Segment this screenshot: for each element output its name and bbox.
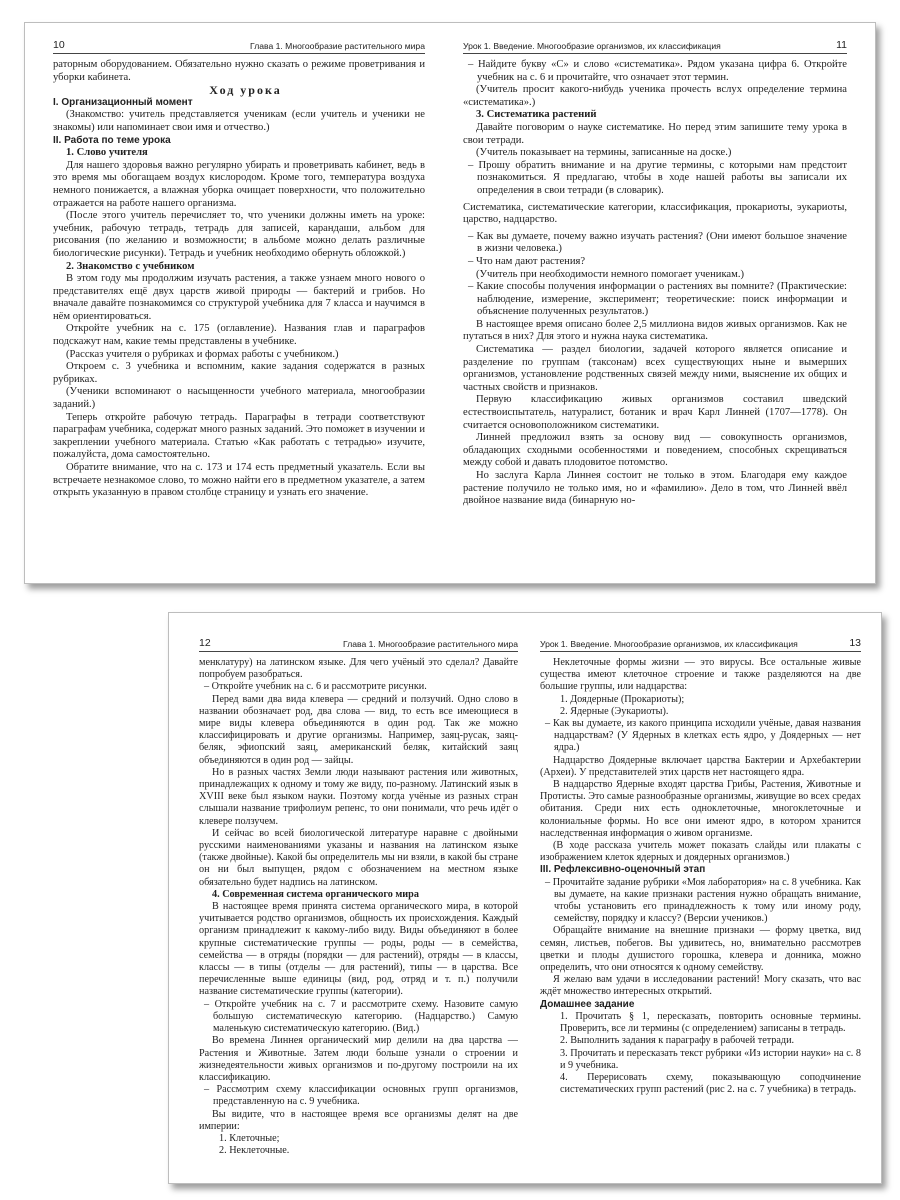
paragraph: (Учитель просит какого-нибудь ученика прочесть вслух определение термина «систематика».) [463, 84, 847, 108]
list-item: 1. Доядерные (Прокариоты); [560, 693, 685, 705]
paragraph: Первую классификацию живых организмов составил шведский естествоиспытатель, натуралист, ботаник и врач Карл Линней (1707—1778). Он считается основоположником систематики. [463, 394, 847, 431]
section-heading: II. Работа по теме урока [53, 134, 171, 146]
paragraph: Неклеточные формы жизни — это вирусы. Все остальные живые существа имеют клеточное строение и также разделяются на две большие группы, или надцарства: [540, 657, 861, 693]
page-body [540, 657, 861, 1096]
paragraph: Надцарство Доядерные включает царства Бактерии и Архебактерии (Археи). У представителей этих царств нет настоящего ядра. [540, 754, 861, 778]
page-13 [526, 613, 883, 1183]
page-number: 11 [836, 39, 847, 51]
list-item: 1. Клеточные; [219, 1132, 280, 1144]
paragraph: В надцарство Ядерные входят царства Грибы, Растения, Животные и Протисты. Это самые разнообразные организмы, живущие во всех средах обитания. Среди них есть одноклеточные, многоклеточные и колониальные формы. Но все они имеют ядро, в котором хранится наследственная информация о живом организме. [540, 779, 861, 839]
paragraph: Линней предложил взять за основу вид — совокупность организмов, обладающих сходными особенностями и поведением, способных скрещиваться между собой и давать плодовитое потомство. [463, 432, 847, 469]
page-body [199, 657, 518, 1157]
list-item: 3. Прочитать и пересказать текст рубрики «Из истории науки» на с. 8 и 9 учебника. [560, 1047, 861, 1071]
dialogue-line: – Прошу обратить внимание и на другие термины, с которыми нам предстоит познакомиться. Я предлагаю, чтобы в ходе нашей работы вы записали их определения в свои тетради (в словарик). [463, 160, 847, 198]
paragraph: И сейчас во всей биологической литературе наравне с двойными русскими наименованиями указаны и названия на латинском языке (также двойные). Какой бы определитель мы ни взяли, в какой бы стране он ни был выпущен, рядом с обозначением на местном языке обязательно будет надпись на латинском. [199, 827, 518, 888]
paragraph: (В ходе рассказа учитель может показать слайды или плакаты с изображением клеток ядерных и доядерных организмов.) [540, 840, 861, 864]
subsection-heading: 4. Современная система органического мира [212, 888, 419, 900]
running-head-title: Урок 1. Введение. Многообразие организмов, их классификация [540, 639, 798, 649]
paragraph: Обращайте внимание на внешние признаки — форму цветка, вид семян, листьев, побегов. Вы удивитесь, но, внимательно рассмотрев цветки и плоды душистого горошка, клевера и донника, можно определить, что они относятся к одному семейству. [540, 925, 861, 974]
lesson-heading: Ход урока [209, 83, 282, 98]
subsection-heading: 1. Слово учителя [66, 147, 148, 159]
dialogue-line: – Найдите букву «С» и слово «систематика». Рядом указана цифра 6. Откройте учебник на с. 6 и прочитайте, что означает этот термин. [463, 59, 847, 84]
section-heading: III. Рефлексивно-оценочный этап [540, 864, 706, 876]
book-spread-pages-10-11 [24, 22, 876, 584]
paragraph: Теперь откройте рабочую тетрадь. Параграфы в тетради соответствуют параграфам учебника, содержат много разных заданий. Это поможет в изучении и закреплении учебного материала. Статью «Как работать с тетрадью» изучите, пожалуйста, дома самостоятельно. [53, 411, 425, 461]
running-head [53, 39, 425, 54]
paragraph: Для нашего здоровья важно регулярно убирать и проветривать кабинет, ведь в это время мы обогащаем воздух кислородом. Кроме того, температура воздуха немного понижается, а влажная уборка очищает поверхности, что положительно отражается на работе нашего организма. [53, 159, 425, 209]
dialogue-line: – Откройте учебник на с. 7 и рассмотрите схему. Назовите самую большую систематическую категорию. (Надцарство.) Самую маленькую систематическую категорию. (Вид.) [199, 999, 518, 1036]
list-item: 2. Неклеточные. [219, 1145, 290, 1157]
paragraph: (Учитель показывает на термины, записанные на доске.) [476, 147, 732, 159]
list-item: 1. Прочитать § 1, пересказать, повторить основные термины. Проверить, все ли термины (с определением) записаны в тетрадь. [560, 1010, 861, 1035]
paragraph: (Рассказ учителя о рубриках и формах работы с учебником.) [66, 348, 339, 360]
book-spread-pages-12-13 [168, 612, 882, 1184]
paragraph: (Ученики вспоминают о насыщенности учебного материала, многообразии заданий.) [53, 386, 425, 411]
paragraph: Перед вами два вида клевера — средний и ползучий. Одно слово в названии обозначает род, два слова — вид, то есть все имеющиеся в мире виды клевера объединяются в один род. Так же можно классифицировать и другие организмы. Например, заяц-русак, заяц-беляк, эфиопский заяц, американский беляк, китайский заяц объединяются в один род — зайцы. [199, 693, 518, 766]
page-number: 12 [199, 637, 211, 649]
paragraph: Давайте поговорим о науке систематике. Но перед этим запишите тему урока в свои тетради. [463, 121, 847, 146]
dialogue-line: – Прочитайте задание рубрики «Моя лаборатория» на с. 8 учебника. Как вы думаете, на какие признаки растения нужно обращать внимание, чтобы установить его принадлежность к тому или иному роду, семейству, порядку и классу? (Версии учеников.) [540, 877, 861, 926]
running-head [540, 637, 861, 652]
paragraph: менклатуру) на латинском языке. Для чего учёный это сделал? Давайте попробуем разобраться. [199, 657, 518, 681]
list-item: 4. Перерисовать схему, показывающую соподчинение систематических групп растений (рис 2. на с. 7 учебника) в тетрадь. [560, 1071, 861, 1096]
dialogue-line: – Откройте учебник на с. 6 и рассмотрите рисунки. [199, 681, 518, 693]
running-head-title: Глава 1. Многообразие растительного мира [250, 41, 425, 51]
paragraph: Откроем с. 3 учебника и вспомним, какие задания содержатся в разных рубриках. [53, 361, 425, 385]
running-head-title: Глава 1. Многообразие растительного мира [343, 639, 518, 649]
list-item: 2. Выполнить задания к параграфу в рабочей тетради. [560, 1035, 795, 1047]
paragraph: (Знакомство: учитель представляется ученикам (если учитель и ученики не знакомы) или напоминает свои имя и отчество.) [53, 109, 425, 133]
paragraph: (После этого учитель перечисляет то, что ученики должны иметь на уроке: учебник, рабочую тетрадь, тетрадь для записей, карандаши, альбом для рисования (по желанию и возможности; в альбоме можно делать различные биологические рисунки). Тетрадь и учебник необходимо обернуть обложкой.) [53, 210, 425, 259]
paragraph: Систематика — раздел биологии, задачей которого является описание и разделение по группам (таксонам) всех существующих ныне и вымерших организмов, установление родственных связей между ними, выяснение их общих и частных свойств и признаков. [463, 344, 847, 393]
running-head [199, 637, 518, 652]
paragraph: Откройте учебник на с. 175 (оглавление). Названия глав и параграфов подскажут нам, какие темы представлены в учебнике. [53, 323, 425, 348]
subsection-heading: 3. Систематика растений [476, 109, 597, 121]
paragraph: Систематика, систематические категории, классификация, прокариоты, эукариоты, царство, надцарство. [463, 201, 847, 226]
dialogue-line: – Как вы думаете, почему важно изучать растения? (Они имеют большое значение в жизни человека.) [463, 231, 847, 256]
paragraph: Но в разных частях Земли люди называют растения или животных, принадлежащих к одному и тому же виду, по-разному. Латинский язык в XVIII веке был языком науки. Поэтому когда учёные из разных стран слышали название трифолиум репенс, то они понимали, что речь идёт о клевере ползучем. [199, 766, 518, 827]
page-11 [451, 23, 877, 583]
dialogue-line: – Как вы думаете, из какого принципа исходили учёные, давая названия надцарствам? (У Ядерных в клетках есть ядро, у Доядерных — нет ядра.) [540, 718, 861, 755]
dialogue-line: – Что нам дают растения? [463, 256, 847, 269]
paragraph: Обратите внимание, что на с. 173 и 174 есть предметный указатель. Если вы встречаете незнакомое слово, то можно найти его в предметном указателе, а затем открыть указанную в правом столбце страницу и узнать его значение. [53, 462, 425, 499]
section-heading: I. Организационный момент [53, 96, 193, 108]
section-heading: Домашнее задание [540, 998, 635, 1010]
dialogue-line: – Какие способы получения информации о растениях вы помните? (Практические: наблюдение, измерение, эксперимент; теоретические: поиск информации и объяснение полученных результатов.) [463, 281, 847, 319]
paragraph: В настоящее время принята система органического мира, в которой учитывается родство организмов, общность их происхождения. Каждый организм принадлежит к какому-либо виду. Виды объединяют в более крупные систематические группы — роды, роды — в семейства, семейства — в отряды (порядки — для растений), отряды — в классы, классы — в типы (отделы — для растений), типы — в царства. Все перечисленные выше единицы (вид, род, отряд и т. п.) получили название систематические группы (категории). [199, 901, 518, 998]
paragraph: Во времена Линнея органический мир делили на два царства — Растения и Животные. Затем люди больше узнали о строении и жизнедеятельности живых организмов и по-другому построили на их классификацию. [199, 1035, 518, 1083]
page-12 [169, 613, 526, 1183]
paragraph: Я желаю вам удачи в исследовании растений! Могу сказать, что вас ждёт множество интересных открытий. [540, 974, 861, 998]
paragraph: Но заслуга Карла Линнея состоит не только в этом. Благодаря ему каждое растение получило не только имя, но и «фамилию». Дело в том, что Линней ввёл двойное название вида (бинарную но- [463, 470, 847, 507]
running-head [463, 39, 847, 54]
page-body [53, 59, 425, 500]
list-item: 2. Ядерные (Эукариоты). [560, 705, 669, 717]
subsection-heading: 2. Знакомство с учебником [66, 260, 195, 272]
page-number: 13 [849, 637, 861, 649]
dialogue-line: – Рассмотрим схему классификации основных групп организмов, представленную на с. 9 учебника. [199, 1084, 518, 1108]
page-body [463, 59, 847, 508]
paragraph: В этом году мы продолжим изучать растения, а также узнаем много нового о представителях ещё двух царств живой природы — бактерий и грибов. Но вначале давайте познакомимся со структурой учебника для 7 класса и научимся в нём ориентироваться. [53, 273, 425, 322]
paragraph: раторным оборудованием. Обязательно нужно сказать о режиме проветривания и уборки кабинета. [53, 59, 425, 83]
page-number: 10 [53, 39, 65, 51]
page-10 [25, 23, 451, 583]
paragraph: Вы видите, что в настоящее время все организмы делят на две империи: [199, 1108, 518, 1132]
paragraph: В настоящее время описано более 2,5 миллиона видов живых организмов. Как не путаться в них? Для этого и нужна наука систематика. [463, 318, 847, 343]
paragraph: (Учитель при необходимости немного помогает ученикам.) [476, 268, 745, 280]
running-head-title: Урок 1. Введение. Многообразие организмов, их классификация [463, 41, 721, 51]
